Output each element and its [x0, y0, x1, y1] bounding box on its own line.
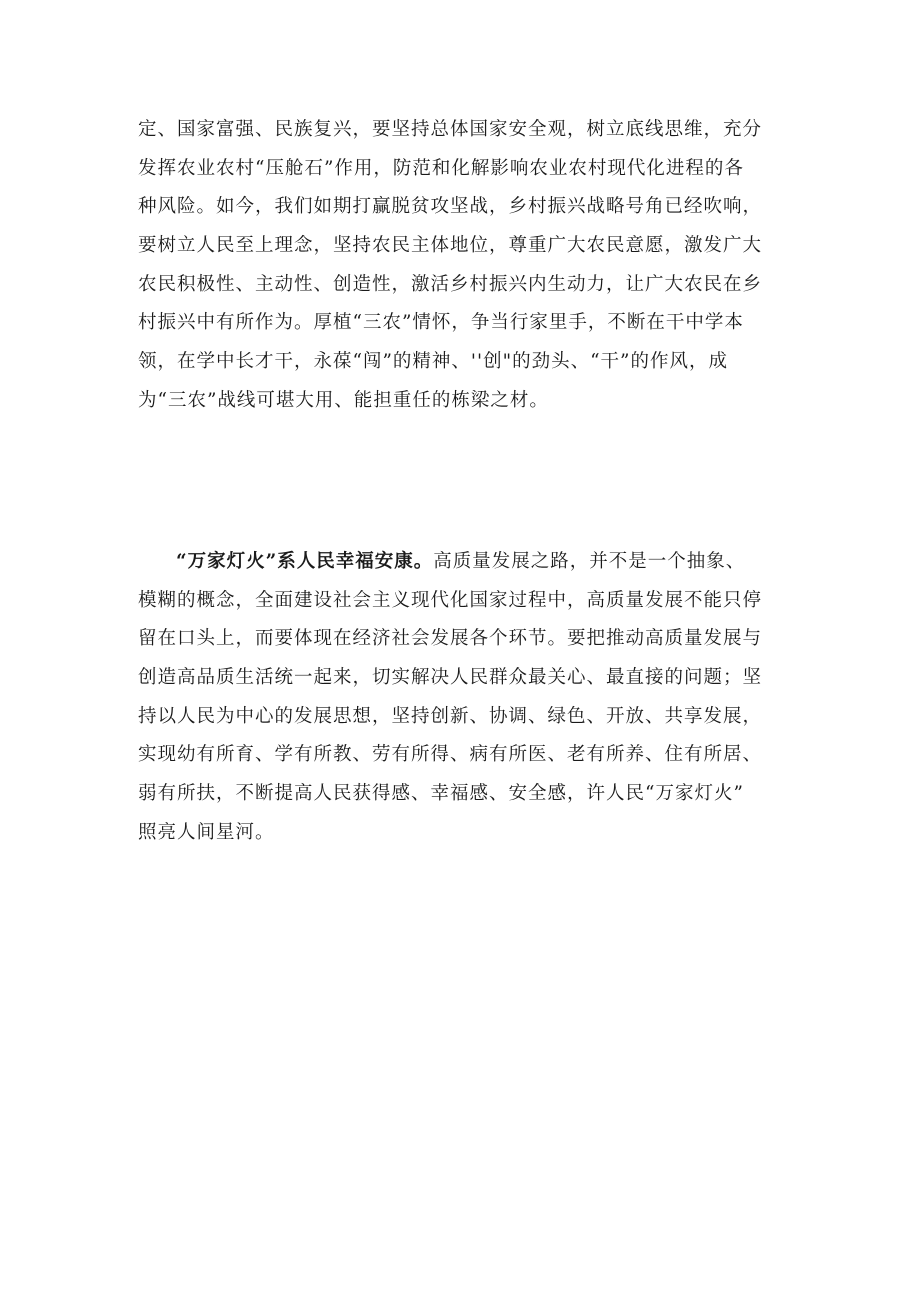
text-line: 创造高品质生活统一起来，切实解决人民群众最关心、最直接的问题；坚	[138, 667, 763, 689]
text-line: 领，在学中长才干，永葆“闯”的精神、''创"的劲头、“干”的作风，成	[138, 351, 729, 373]
text-line: 农民积极性、主动性、创造性，激活乡村振兴内生动力，让广大农民在乡	[138, 273, 763, 295]
text-line-first	[138, 543, 798, 582]
text-line: 留在口头上，而要体现在经济社会发展各个环节。要把推动高质量发展与	[138, 628, 763, 650]
text-line: 照亮人间星河。	[138, 821, 275, 843]
text-line: 种风险。如今，我们如期打赢脱贫攻坚战，乡村振兴战略号角已经吹响，	[138, 196, 763, 218]
text-line: 定、国家富强、民族复兴，要坚持总体国家安全观，树立底线思维，充分	[138, 119, 763, 140]
text-line: 实现幼有所育、学有所教、劳有所得、病有所医、老有所养、住有所居、	[138, 744, 763, 766]
paragraph-lead-sentence: “万家灯火”系人民幸福安康。	[176, 551, 434, 572]
first-line-rest: 高质量发展之路，并不是一个抽象、	[433, 551, 746, 572]
text-line: 村振兴中有所作为。厚植“三农”情怀，争当行家里手，不断在干中学本	[138, 312, 744, 334]
text-line: 要树立人民至上理念，坚持农民主体地位，尊重广大农民意愿，激发广大	[138, 235, 763, 257]
paragraph-national-security	[138, 111, 798, 421]
text-line: 为“三农”战线可堪大用、能担重任的栋梁之材。	[138, 389, 549, 411]
text-line: 弱有所扶，不断提高人民获得感、幸福感、安全感，许人民“万家灯火”	[138, 783, 744, 805]
text-line: 发挥农业农村“压舱石”作用，防范和化解影响农业农村现代化进程的各	[138, 157, 744, 179]
text-line: 持以人民为中心的发展思想，坚持创新、协调、绿色、开放、共享发展，	[138, 705, 763, 727]
paragraph-wanjia-denghuo	[138, 543, 798, 853]
text-line: 模糊的概念，全面建设社会主义现代化国家过程中，高质量发展不能只停	[138, 589, 763, 611]
